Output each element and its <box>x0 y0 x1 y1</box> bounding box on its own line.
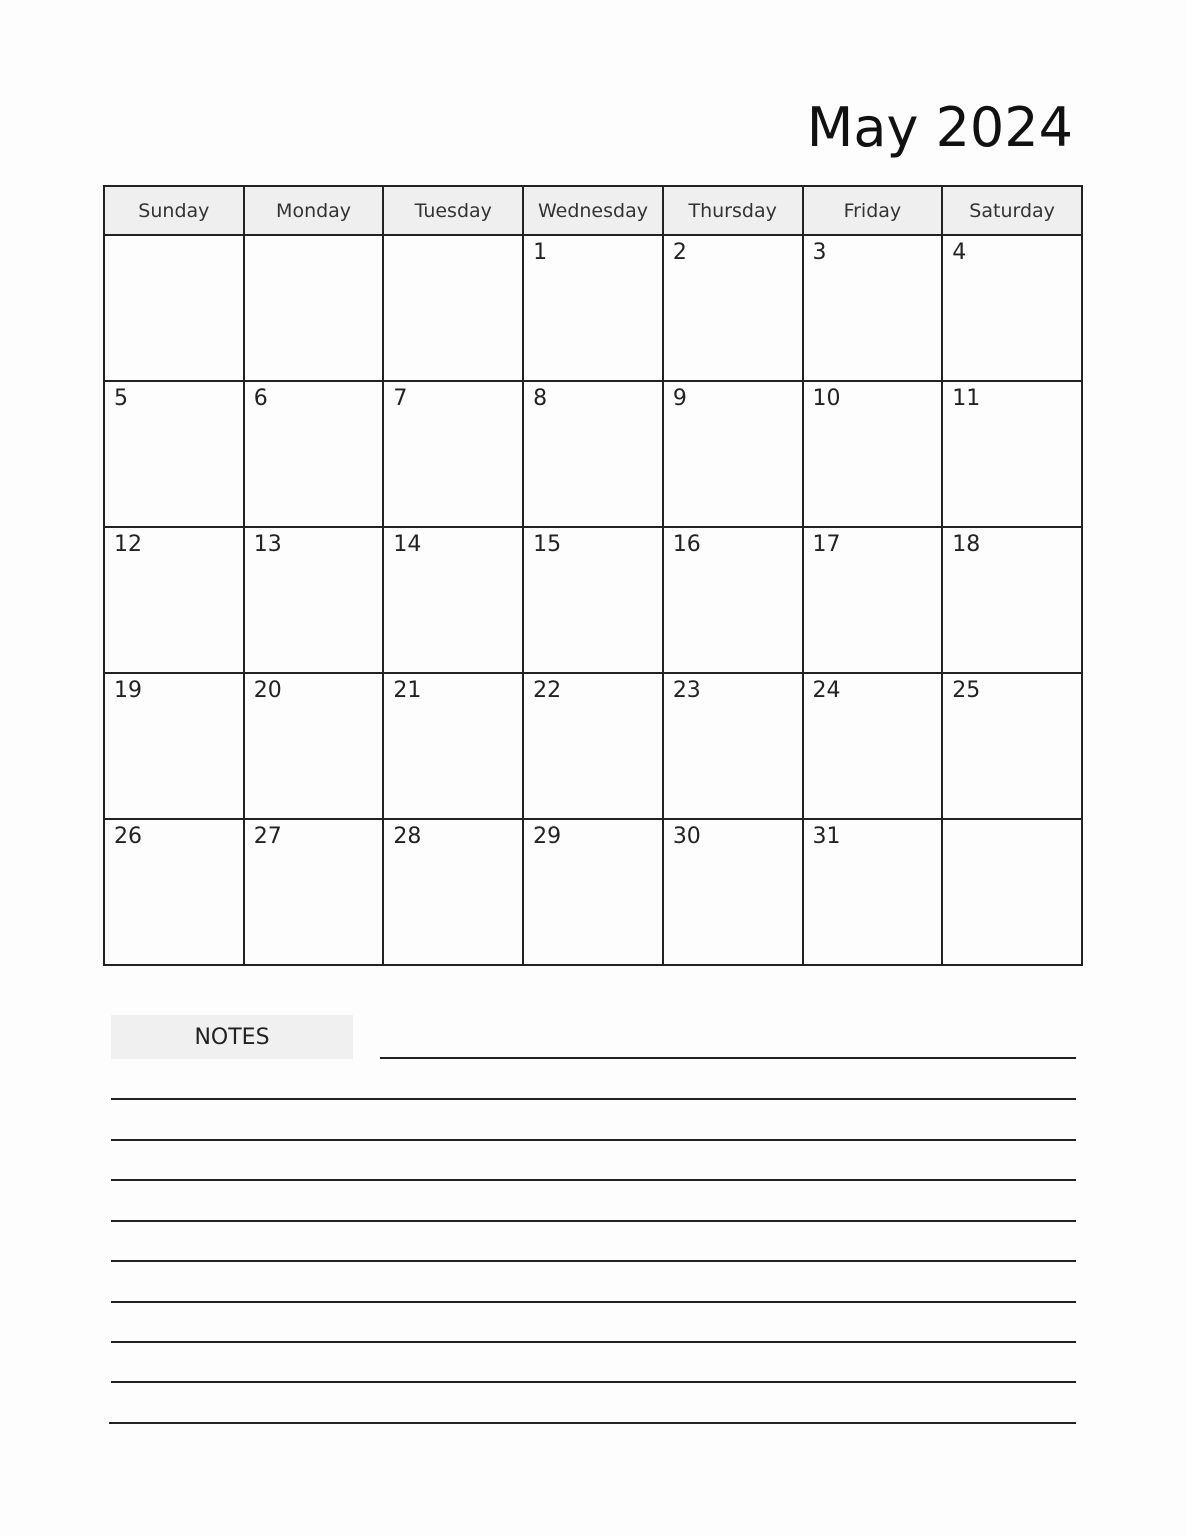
day-cell[interactable] <box>244 527 384 673</box>
day-number: 30 <box>672 824 701 849</box>
weekday-monday: Monday <box>244 186 384 235</box>
day-cell[interactable] <box>942 527 1082 673</box>
day-cell[interactable] <box>244 819 384 965</box>
day-number: 2 <box>672 240 687 265</box>
day-cell[interactable] <box>383 381 523 527</box>
day-cell[interactable] <box>523 673 663 819</box>
day-cell[interactable] <box>244 235 384 381</box>
day-number: 4 <box>952 240 967 265</box>
day-cell[interactable] <box>104 235 244 381</box>
day-cell[interactable] <box>523 819 663 965</box>
notes-line[interactable] <box>111 1098 1076 1100</box>
day-cell[interactable] <box>663 381 803 527</box>
day-number: 11 <box>952 386 981 411</box>
weekday-sunday: Sunday <box>104 186 244 235</box>
day-number: 21 <box>393 678 422 703</box>
notes-line[interactable] <box>111 1139 1076 1141</box>
day-number: 18 <box>952 532 981 557</box>
day-cell[interactable] <box>383 673 523 819</box>
notes-label <box>111 1015 353 1059</box>
day-cell[interactable] <box>942 819 1082 965</box>
week-row <box>104 673 1082 819</box>
day-number: 8 <box>533 386 548 411</box>
notes-line[interactable] <box>109 1422 1076 1424</box>
week-row <box>104 527 1082 673</box>
week-row <box>104 235 1082 381</box>
day-cell[interactable] <box>523 381 663 527</box>
day-cell[interactable] <box>803 673 943 819</box>
day-cell[interactable] <box>383 527 523 673</box>
day-number: 1 <box>533 240 548 265</box>
calendar-grid <box>103 185 1083 966</box>
day-cell[interactable] <box>803 381 943 527</box>
notes-label-text: NOTES <box>194 1024 270 1050</box>
day-cell[interactable] <box>663 673 803 819</box>
day-cell[interactable] <box>803 527 943 673</box>
day-cell[interactable] <box>523 527 663 673</box>
day-number: 15 <box>533 532 562 557</box>
day-number: 29 <box>533 824 562 849</box>
day-number: 22 <box>533 678 562 703</box>
day-number: 17 <box>812 532 841 557</box>
day-number: 6 <box>253 386 268 411</box>
day-number: 7 <box>393 386 408 411</box>
day-cell[interactable] <box>104 527 244 673</box>
notes-line[interactable] <box>111 1179 1076 1181</box>
day-number: 3 <box>812 240 827 265</box>
day-cell[interactable] <box>104 381 244 527</box>
page-title: May 2024 <box>806 96 1073 159</box>
day-cell[interactable] <box>244 381 384 527</box>
notes-line[interactable] <box>111 1341 1076 1343</box>
day-number: 16 <box>672 532 701 557</box>
day-number: 20 <box>253 678 282 703</box>
day-number: 14 <box>393 532 422 557</box>
day-number: 31 <box>812 824 841 849</box>
day-cell[interactable] <box>803 235 943 381</box>
day-number: 19 <box>114 678 142 703</box>
day-cell[interactable] <box>244 673 384 819</box>
day-number: 9 <box>672 386 687 411</box>
weekday-saturday: Saturday <box>942 186 1082 235</box>
notes-line[interactable] <box>111 1381 1076 1383</box>
day-cell[interactable] <box>383 235 523 381</box>
day-cell[interactable] <box>663 527 803 673</box>
notes-line[interactable] <box>380 1057 1076 1059</box>
day-number: 24 <box>812 678 841 703</box>
day-number: 27 <box>253 824 282 849</box>
day-number: 25 <box>952 678 981 703</box>
day-cell[interactable] <box>942 381 1082 527</box>
weekday-header-row <box>104 186 1082 235</box>
week-row <box>104 381 1082 527</box>
day-number: 23 <box>672 678 701 703</box>
day-cell[interactable] <box>663 819 803 965</box>
day-number <box>245 236 383 240</box>
notes-line[interactable] <box>111 1301 1076 1303</box>
day-number <box>105 236 243 240</box>
week-row <box>104 819 1082 965</box>
day-cell[interactable] <box>942 673 1082 819</box>
notes-line[interactable] <box>111 1260 1076 1262</box>
day-number: 28 <box>393 824 422 849</box>
notes-line[interactable] <box>111 1220 1076 1222</box>
weekday-tuesday: Tuesday <box>383 186 523 235</box>
day-number: 13 <box>253 532 282 557</box>
day-cell[interactable] <box>104 673 244 819</box>
day-cell[interactable] <box>803 819 943 965</box>
day-cell[interactable] <box>523 235 663 381</box>
day-number <box>384 236 522 240</box>
weekday-friday: Friday <box>803 186 943 235</box>
day-number: 26 <box>114 824 142 849</box>
day-cell[interactable] <box>383 819 523 965</box>
weekday-wednesday: Wednesday <box>523 186 663 235</box>
day-number <box>943 820 1081 824</box>
day-number: 5 <box>114 386 128 411</box>
day-cell[interactable] <box>104 819 244 965</box>
weekday-thursday: Thursday <box>663 186 803 235</box>
day-cell[interactable] <box>663 235 803 381</box>
day-number: 12 <box>114 532 142 557</box>
day-cell[interactable] <box>942 235 1082 381</box>
day-number: 10 <box>812 386 841 411</box>
